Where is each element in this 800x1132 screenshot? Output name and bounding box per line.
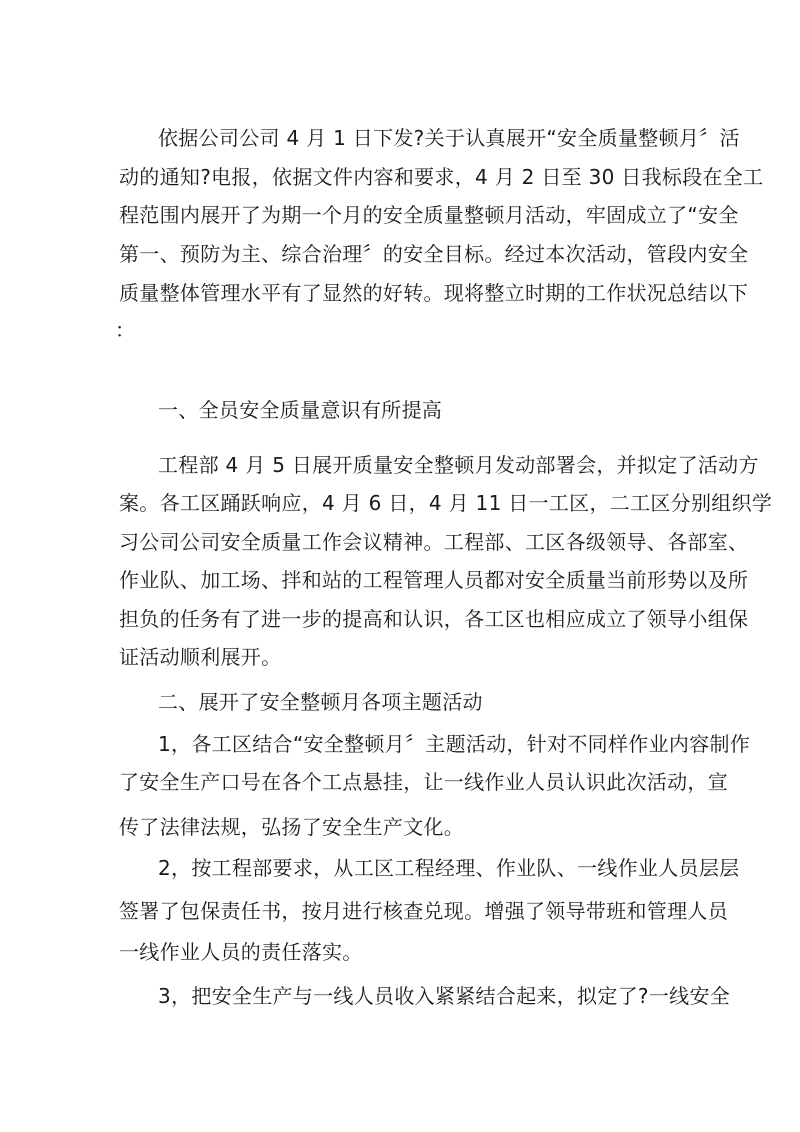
section2-item3-line-1: 3，把安全生产与一线人员收入紧紧结合起来，拟定了?一线安全 bbox=[158, 984, 731, 1008]
section2-item2-line-1: 2，按工程部要求，从工区工程经理、作业队、一线作业人员层层 bbox=[158, 856, 740, 880]
intro-line-3: 程范围内展开了为期一个月的安全质量整顿月活动，牢固成立了“安全 bbox=[119, 203, 739, 227]
section2-item1-line-3: 传了法律法规，弘扬了安全生产文化。 bbox=[119, 815, 465, 839]
intro-line-2: 动的通知?电报，依据文件内容和要求，4 月 2 日至 30 日我标段在全工 bbox=[119, 165, 764, 189]
section1-heading: 一、全员安全质量意识有所提高 bbox=[158, 398, 443, 422]
section1-line-1: 工程部 4 月 5 日展开质量安全整顿月发动部署会，并拟定了活动方 bbox=[158, 453, 759, 477]
section1-line-4: 作业队、加工场、拌和站的工程管理人员都对安全质量当前形势以及所 bbox=[119, 568, 749, 592]
section1-line-6: 证活动顺利展开。 bbox=[119, 645, 282, 669]
section2-item2-line-2: 签署了包保责任书，按月进行核查兑现。增强了领导带班和管理人员 bbox=[119, 899, 728, 923]
intro-line-6: ： bbox=[115, 318, 136, 342]
section1-line-3: 习公司公司安全质量工作会议精神。工程部、工区各级领导、各部室、 bbox=[119, 530, 749, 554]
intro-line-4: 第一、预防为主、综合治理〞的安全目标。经过本次活动，管段内安全 bbox=[119, 242, 749, 266]
section2-heading: 二、展开了安全整顿月各项主题活动 bbox=[158, 690, 483, 714]
section1-line-5: 担负的任务有了进一步的提高和认识，各工区也相应成立了领导小组保 bbox=[119, 607, 749, 631]
section1-line-2: 案。各工区踊跃响应，4 月 6 日，4 月 11 日一工区，二工区分别组织学 bbox=[119, 491, 773, 515]
section2-item1-line-1: 1，各工区结合“安全整顿月〞主题活动，针对不同样作业内容制作 bbox=[158, 732, 751, 756]
intro-line-1: 依据公司公司 4 月 1 日下发?关于认真展开“安全质量整顿月〞活 bbox=[158, 126, 740, 150]
intro-line-5: 质量整体管理水平有了显然的好转。现将整立时期的工作状况总结以下 bbox=[119, 281, 749, 305]
section2-item2-line-3: 一线作业人员的责任落实。 bbox=[119, 940, 363, 964]
section2-item1-line-2: 了安全生产口号在各个工点悬挂，让一线作业人员认识此次活动，宣 bbox=[119, 770, 728, 794]
